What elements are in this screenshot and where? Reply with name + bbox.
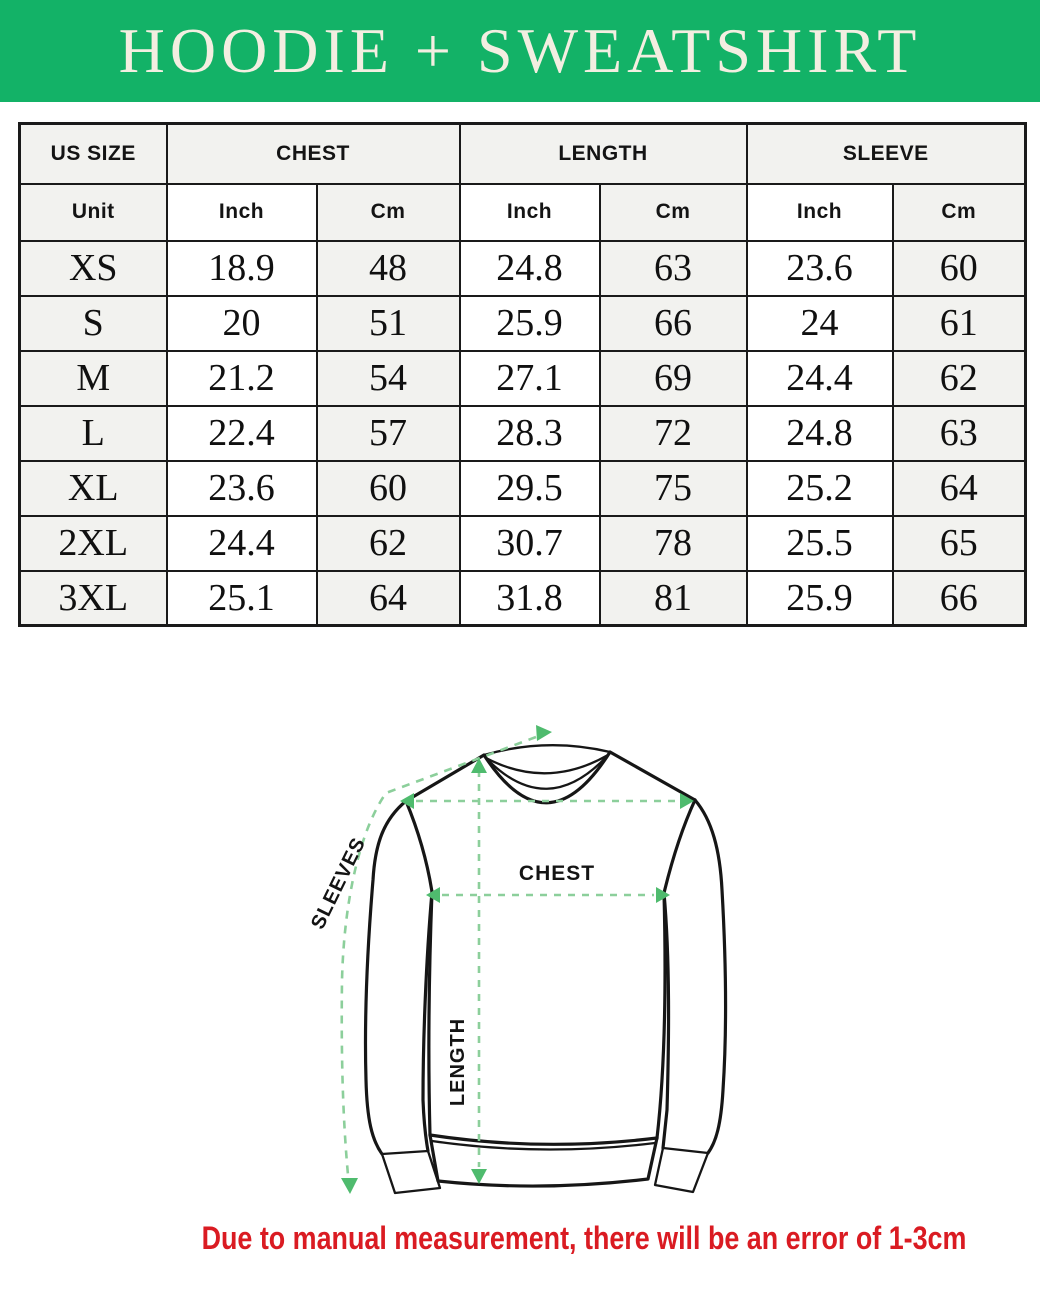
unit-header-row (20, 184, 1026, 241)
measurement-cell: 64 (317, 571, 460, 626)
disclaimer-text: Due to manual measurement, there will be an error of 1-3cm (201, 1220, 967, 1256)
col-header-sleeve: SLEEVE (747, 124, 1026, 184)
measurement-cell: 25.1 (167, 571, 317, 626)
right-sleeve-outer (695, 800, 726, 1153)
left-cuff (382, 1151, 440, 1193)
measurement-cell: 60 (893, 241, 1026, 296)
measurement-cell: 66 (600, 296, 747, 351)
right-body-edge (657, 893, 665, 1138)
size-cell: XS (20, 241, 167, 296)
size-cell: 3XL (20, 571, 167, 626)
measurement-cell: 62 (893, 351, 1026, 406)
measurement-cell: 69 (600, 351, 747, 406)
size-cell: S (20, 296, 167, 351)
arrowhead-icon (341, 1178, 358, 1194)
right-armhole (664, 800, 695, 893)
arrowhead-icon (536, 725, 552, 741)
measurement-cell: 57 (317, 406, 460, 461)
size-table (18, 122, 1027, 627)
group-header-row (20, 124, 1026, 184)
collar-outer (484, 752, 610, 803)
left-body-edge (429, 892, 432, 1135)
left-sleeve-outer (365, 801, 406, 1154)
measurement-cell: 51 (317, 296, 460, 351)
unit-header: Inch (747, 184, 893, 241)
measurement-cell: 78 (600, 516, 747, 571)
length-label: LENGTH (447, 1017, 469, 1107)
table-row (20, 516, 1026, 571)
unit-header: Inch (460, 184, 600, 241)
measurement-cell: 23.6 (167, 461, 317, 516)
collar-rib-2 (485, 754, 609, 789)
arrowhead-icon (471, 1169, 487, 1184)
measurement-cell: 75 (600, 461, 747, 516)
unit-header: Cm (600, 184, 747, 241)
waistband-top (430, 1135, 657, 1144)
measurement-cell: 18.9 (167, 241, 317, 296)
measurement-cell: 25.5 (747, 516, 893, 571)
measurement-cell: 48 (317, 241, 460, 296)
measurement-cell: 22.4 (167, 406, 317, 461)
size-cell: XL (20, 461, 167, 516)
measurement-cell: 66 (893, 571, 1026, 626)
table-row (20, 461, 1026, 516)
size-cell: M (20, 351, 167, 406)
table-row (20, 406, 1026, 461)
measurement-cell: 24.8 (747, 406, 893, 461)
measurement-cell: 25.2 (747, 461, 893, 516)
measurement-cell: 54 (317, 351, 460, 406)
col-header-chest: CHEST (167, 124, 460, 184)
measurement-cell: 28.3 (460, 406, 600, 461)
chest-label: CHEST (518, 862, 596, 885)
size-table-head (20, 124, 1026, 241)
measurement-cell: 20 (167, 296, 317, 351)
measurement-cell: 24 (747, 296, 893, 351)
col-header-length: LENGTH (460, 124, 747, 184)
measurement-cell: 23.6 (747, 241, 893, 296)
measurement-cell: 63 (600, 241, 747, 296)
measurement-cell: 25.9 (460, 296, 600, 351)
sweatshirt-diagram (280, 680, 820, 1220)
page-title: HOODIE + SWEATSHIRT (118, 15, 922, 86)
measurement-cell: 65 (893, 516, 1026, 571)
measurement-cell: 24.4 (167, 516, 317, 571)
banner (0, 0, 1040, 102)
table-row (20, 241, 1026, 296)
measurement-cell: 27.1 (460, 351, 600, 406)
measurement-cell: 72 (600, 406, 747, 461)
unit-header: Inch (167, 184, 317, 241)
measurement-cell: 64 (893, 461, 1026, 516)
table-row (20, 571, 1026, 626)
left-shoulder-seam (406, 755, 484, 801)
unit-header: Cm (317, 184, 460, 241)
left-armhole (406, 801, 432, 892)
unit-header: Unit (20, 184, 167, 241)
right-cuff (655, 1148, 708, 1192)
measurement-cell: 25.9 (747, 571, 893, 626)
sleeves-label: SLEEVES (306, 833, 371, 933)
measurement-cell: 60 (317, 461, 460, 516)
sleeve-measure-line (342, 737, 536, 1175)
sweatshirt-outline (365, 745, 725, 1193)
size-cell: 2XL (20, 516, 167, 571)
measurement-cell: 21.2 (167, 351, 317, 406)
measurement-cell: 62 (317, 516, 460, 571)
table-row (20, 351, 1026, 406)
measurement-guides (341, 725, 694, 1194)
measurement-cell: 61 (893, 296, 1026, 351)
measurement-cell: 81 (600, 571, 747, 626)
measurement-cell: 63 (893, 406, 1026, 461)
measurement-cell: 30.7 (460, 516, 600, 571)
measurement-cell: 29.5 (460, 461, 600, 516)
table-row (20, 296, 1026, 351)
unit-header: Cm (893, 184, 1026, 241)
measurement-cell: 24.8 (460, 241, 600, 296)
col-header-us-size: US SIZE (20, 124, 167, 184)
size-cell: L (20, 406, 167, 461)
measurement-cell: 24.4 (747, 351, 893, 406)
measurement-cell: 31.8 (460, 571, 600, 626)
size-table-body (20, 241, 1026, 626)
right-shoulder-seam (610, 752, 695, 800)
